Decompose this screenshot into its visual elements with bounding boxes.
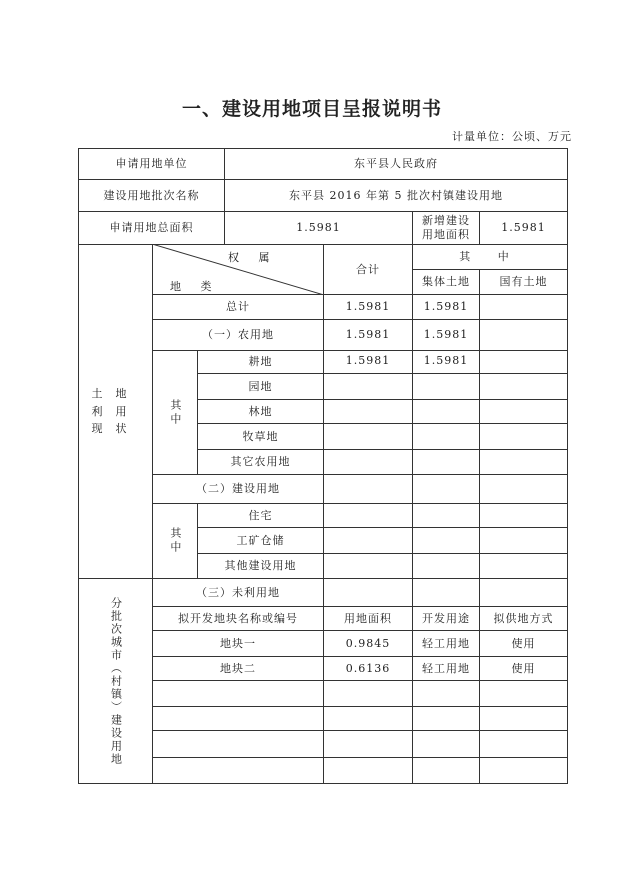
- parcel-row-name: [152, 730, 324, 758]
- row-agricultural-collective: 1.5981: [412, 319, 480, 351]
- row-unused-total: [323, 578, 413, 607]
- parcel-row-use: [412, 730, 480, 758]
- parcel-section-label: 分批次城市（村镇）建设用地: [78, 578, 153, 784]
- row-pasture-total: [323, 423, 413, 450]
- row-forest-collective: [412, 399, 480, 424]
- agricultural-of-which-label: 其中: [152, 350, 198, 475]
- parcel-row-area: [323, 757, 413, 784]
- parcel-row-use: 轻工用地: [412, 630, 480, 657]
- row-construction-collective: [412, 474, 480, 504]
- batch-label: 建设用地批次名称: [78, 179, 225, 212]
- row-label-cultivated: 耕地: [197, 350, 324, 374]
- total-column-header: 合计: [323, 244, 413, 295]
- parcel-row-supply: [479, 680, 568, 707]
- row-other-construction-total: [323, 553, 413, 579]
- parcel-row-area: [323, 706, 413, 731]
- parcel-row-area: 0.9845: [323, 630, 413, 657]
- parcel-row-name: [152, 706, 324, 731]
- parcel-row-name: [152, 680, 324, 707]
- parcel-row-area: [323, 680, 413, 707]
- category-label: 地 类: [170, 280, 220, 293]
- report-form: [78, 148, 568, 784]
- row-label-pasture: 牧草地: [197, 423, 324, 450]
- ownership-label: 权 属: [228, 251, 278, 264]
- row-agricultural-state: [479, 319, 568, 351]
- parcel-row-name: 地块一: [152, 630, 324, 657]
- row-industrial-state: [479, 527, 568, 554]
- row-industrial-total: [323, 527, 413, 554]
- row-forest-state: [479, 399, 568, 424]
- parcel-row-supply: 使用: [479, 656, 568, 681]
- land-use-section-label: 土地利用现状: [78, 244, 153, 579]
- row-label-total: 总计: [152, 294, 324, 320]
- new-area-label: 新增建设用地面积: [412, 211, 480, 245]
- row-construction-state: [479, 474, 568, 504]
- row-total-total: 1.5981: [323, 294, 413, 320]
- row-residential-collective: [412, 503, 480, 528]
- new-area-value: 1.5981: [479, 211, 568, 245]
- row-cultivated-collective: 1.5981: [412, 350, 480, 374]
- row-garden-collective: [412, 373, 480, 400]
- row-unused-state: [479, 578, 568, 607]
- applicant-label: 申请用地单位: [78, 148, 225, 180]
- row-other-construction-collective: [412, 553, 480, 579]
- parcel-row-supply: 使用: [479, 630, 568, 657]
- parcel-header-supply: 拟供地方式: [479, 606, 568, 631]
- parcel-row-name: 地块二: [152, 656, 324, 681]
- row-label-agricultural: （一）农用地: [152, 319, 324, 351]
- row-cultivated-total: 1.5981: [323, 350, 413, 374]
- state-column-header: 国有土地: [479, 269, 568, 295]
- construction-of-which-label: 其中: [152, 503, 198, 579]
- row-agricultural-total: 1.5981: [323, 319, 413, 351]
- unit-note: 计量单位：公顷、万元: [452, 130, 572, 143]
- row-garden-state: [479, 373, 568, 400]
- row-residential-state: [479, 503, 568, 528]
- row-residential-total: [323, 503, 413, 528]
- parcel-row-use: [412, 680, 480, 707]
- parcel-row-use: [412, 706, 480, 731]
- parcel-row-area: 0.6136: [323, 656, 413, 681]
- row-label-other-construction: 其他建设用地: [197, 553, 324, 579]
- total-area-label: 申请用地总面积: [78, 211, 225, 245]
- parcel-header-use: 开发用途: [412, 606, 480, 631]
- row-label-other-agricultural: 其它农用地: [197, 449, 324, 475]
- parcel-row-use: [412, 757, 480, 784]
- applicant-value: 东平县人民政府: [224, 148, 568, 180]
- row-total-state: [479, 294, 568, 320]
- parcel-row-supply: [479, 757, 568, 784]
- row-construction-total: [323, 474, 413, 504]
- row-garden-total: [323, 373, 413, 400]
- document-title: 一、建设用地项目呈报说明书: [181, 98, 442, 120]
- row-total-collective: 1.5981: [412, 294, 480, 320]
- parcel-header-area: 用地面积: [323, 606, 413, 631]
- of-which-header: 其 中: [412, 244, 568, 270]
- parcel-row-supply: [479, 706, 568, 731]
- row-forest-total: [323, 399, 413, 424]
- row-industrial-collective: [412, 527, 480, 554]
- row-label-forest: 林地: [197, 399, 324, 424]
- row-pasture-state: [479, 423, 568, 450]
- parcel-row-name: [152, 757, 324, 784]
- parcel-row-area: [323, 730, 413, 758]
- row-other-construction-state: [479, 553, 568, 579]
- row-other-agricultural-total: [323, 449, 413, 475]
- row-label-residential: 住宅: [197, 503, 324, 528]
- row-label-unused: （三）未利用地: [152, 578, 324, 607]
- row-label-industrial: 工矿仓储: [197, 527, 324, 554]
- total-area-value: 1.5981: [224, 211, 413, 245]
- row-unused-collective: [412, 578, 480, 607]
- parcel-row-use: 轻工用地: [412, 656, 480, 681]
- row-pasture-collective: [412, 423, 480, 450]
- row-label-garden: 园地: [197, 373, 324, 400]
- row-label-construction: （二）建设用地: [152, 474, 324, 504]
- collective-column-header: 集体土地: [412, 269, 480, 295]
- row-other-agricultural-collective: [412, 449, 480, 475]
- parcel-row-supply: [479, 730, 568, 758]
- row-other-agricultural-state: [479, 449, 568, 475]
- batch-value: 东平县 2016 年第 5 批次村镇建设用地: [224, 179, 568, 212]
- parcel-header-name: 拟开发地块名称或编号: [152, 606, 324, 631]
- row-cultivated-state: [479, 350, 568, 374]
